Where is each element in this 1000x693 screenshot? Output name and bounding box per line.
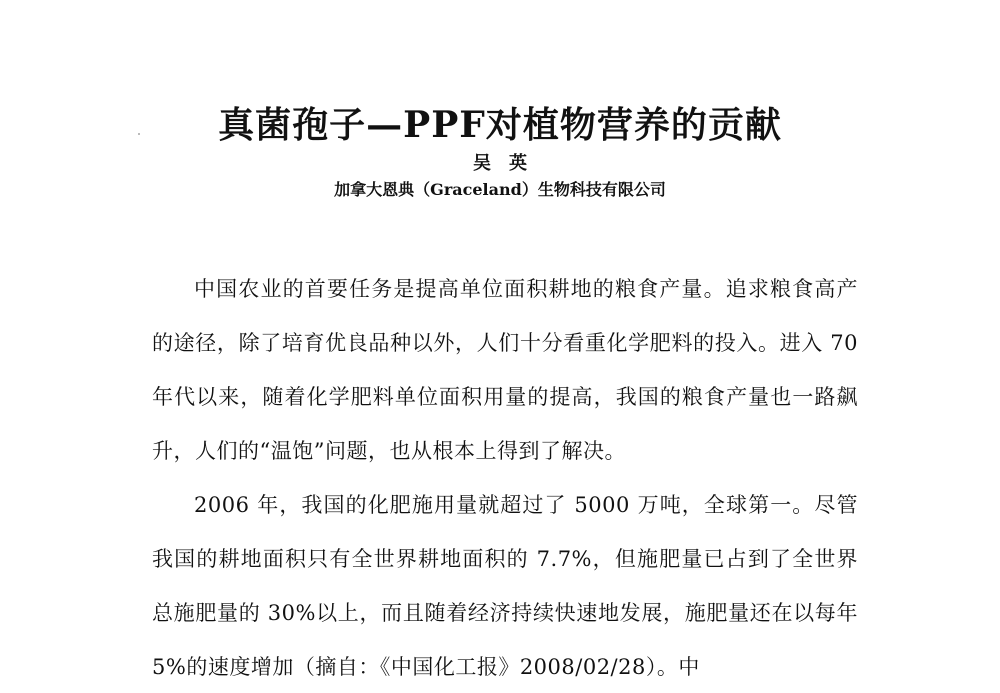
document-title: 真菌孢子—PPF对植物营养的贡献 (218, 104, 782, 146)
body-text (152, 262, 858, 693)
author-affiliation: 加拿大恩典（Graceland）生物科技有限公司 (334, 180, 666, 199)
author-name: 吴 英 (473, 153, 527, 174)
paragraph-2: 2006 年，我国的化肥施用量就超过了 5000 万吨，全球第一。尽管我国的耕地面积只有全世界耕地面积的 7.7%，但施肥量已占到了全世界总施肥量的 30%以上，而且随着经济持续快速地发展，施肥量还在以每年 5%的速度增加（摘自：《中国化工报》2008/02/28）。中 (152, 493, 858, 679)
paragraph-1: 中国农业的首要任务是提高单位面积耕地的粮食产量。追求粮食高产的途径，除了培育优良品种以外，人们十分看重化学肥料的投入。进入 70 年代以来，随着化学肥料单位面积用量的提高，我国的粮食产量也一路飙升，人们的“温饱”问题，也从根本上得到了解决。 (152, 277, 858, 463)
